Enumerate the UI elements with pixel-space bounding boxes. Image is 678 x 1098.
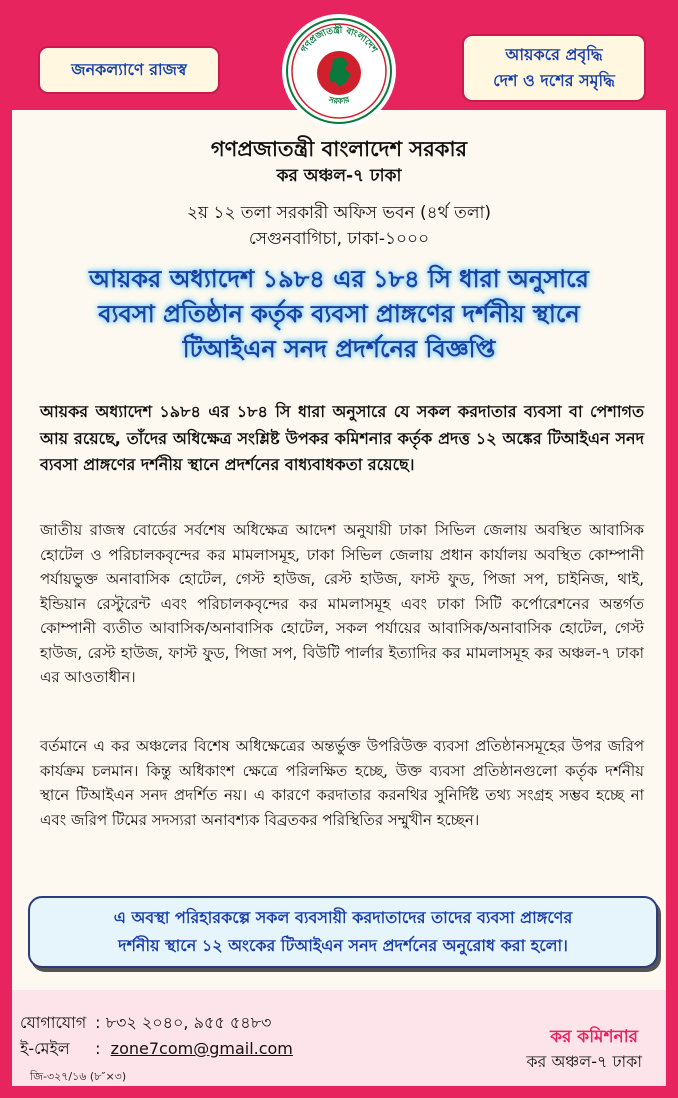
notice-title [24,262,654,367]
paragraph-survey-status: বর্তমানে এ কর অঞ্চলের বিশেষ অধিক্ষেত্রের অন্তর্ভুক্ত উপরিউক্ত ব্যবসা প্রতিষ্ঠানসমূহের উপর জরিপ কার্যক্রম চলমান। কিন্তু অধিকাংশ ক্ষেত্রে পরিলক্ষিত হচ্ছে, উক্ত ব্যবসা প্রতিষ্ঠানগুলো কর্তৃক দর্শনীয় স্থানে টিআইএন সনদ প্রদর্শিত নয়। এ কারণে করদাতার করনথির সুনির্দিষ্ট তথ্য সংগ্রহ সম্ভব হচ্ছে না এবং জরিপ টিমের সদস্যরা অনাবশ্যক বিব্রতকর পরিস্থিতির সম্মুখীন হচ্ছেন। [40,737,644,829]
emblem-text-top: গণপ্রজাতন্ত্রী বাংলাদেশ [299,25,379,55]
phone-label: যোগাযোগ [20,1013,87,1032]
notice-title-line1: আয়কর অধ্যাদেশ ১৯৮৪ এর ১৮৪ সি ধারা অনুসারে [89,265,589,293]
request-callout [28,896,658,968]
office-address-line1: ২য় ১২ তলা সরকারী অফিস ভবন (৪র্থ তলা) [186,203,492,223]
paragraph-legal-obligation: আয়কর অধ্যাদেশ ১৯৮৪ এর ১৮৪ সি ধারা অনুসারে যে সকল করদাতার ব্যবসা বা পেশাগত আয় রয়েছে, তাঁদের অধিক্ষেত্র সংশ্লিষ্ট উপকর কমিশনার কর্তৃক প্রদত্ত ১২ অঙ্কের টিআইএন সনদ ব্যবসা প্রাঙ্গণের দর্শনীয় স্থানে প্রদর্শনের বাধ্যবাধকতা রয়েছে। [40,402,644,474]
reference-code: জি-৩২৭/১৬ (৮″×৩) [30,1070,127,1083]
signatory-office: কর অঞ্চল-৭ ঢাকা [526,1052,642,1071]
slogan-right-line2: দেশ ও দশের সমৃদ্ধি [493,71,615,90]
government-name: গণপ্রজাতন্ত্রী বাংলাদেশ সরকার [210,137,468,161]
notice-title-line3: টিআইএন সনদ প্রদর্শনের বিজ্ঞপ্তি [182,335,496,363]
tax-zone-name: কর অঞ্চল-৭ ঢাকা [276,166,402,186]
request-line2: দর্শনীয় স্থানে ১২ অংকের টিআইএন সনদ প্রদর্শনের অনুরোধ করা হলো। [118,936,568,955]
paragraph-jurisdiction: জাতীয় রাজস্ব বোর্ডের সর্বশেষ অধিক্ষেত্র আদেশ অনুযায়ী ঢাকা সিভিল জেলায় অবস্থিত আবাসিক হোটেল ও পরিচালকবৃন্দের কর মামলাসমূহ, ঢাকা সিভিল জেলায় প্রধান কার্যালয় অবস্থিত কোম্পানী পর্যায়ভুক্ত অনাবাসিক হোটেল, গেস্ট হাউজ, রেস্ট হাউজ, ফাস্ট ফুড, পিজা সপ, চাইনিজ, থাই, ইন্ডিয়ান রেস্টুরেন্ট এবং পরিচালকবৃন্দের কর মামলাসমূহ এবং ঢাকা সিটি কর্পোরেশনের অন্তর্গত কোম্পানী ব্যতীত আবাসিক/অনাবাসিক হোটেল, সকল পর্যায়ের আবাসিক/অনাবাসিক হোটেল, গেস্ট হাউজ, রেস্ট হাউজ, ফাস্ট ফুড, পিজা সপ, বিউটি পার্লার ইত্যাদির কর মামলাসমূহ কর অঞ্চল-৭ ঢাকা এর আওতাধীন। [40,521,644,686]
request-line1: এ অবস্থা পরিহারকল্পে সকল ব্যবসায়ী করদাতাদের তাদের ব্যবসা প্রাঙ্গণের [113,908,573,927]
contact-email: ই-মেইল : zone7com@gmail.com [20,1036,293,1063]
signatory-title: কর কমিশনার [550,1027,638,1047]
slogan-left-text: জনকল্যাণে রাজস্ব [71,59,187,79]
emblem-text-bottom: সরকার [327,94,351,106]
contact-phone [20,1010,271,1037]
email-link[interactable]: zone7com@gmail.com [110,1039,293,1058]
slogan-right-line1: আয়করে প্রবৃদ্ধি [505,45,603,64]
government-emblem [282,14,396,128]
slogan-right-badge [462,34,646,102]
office-address-line2: সেগুনবাগিচা, ঢাকা-১০০০ [248,229,430,249]
government-emblem-icon [285,17,393,125]
notice-title-line2: ব্যবসা প্রতিষ্ঠান কর্তৃক ব্যবসা প্রাঙ্গণের দর্শনীয় স্থানে [98,300,580,328]
email-label: ই-মেইল [20,1039,70,1058]
slogan-left-badge [38,46,220,94]
phone-value: : ৮৩২ ২০৪০, ৯৫৫ ৫৪৮৩ [95,1013,272,1032]
